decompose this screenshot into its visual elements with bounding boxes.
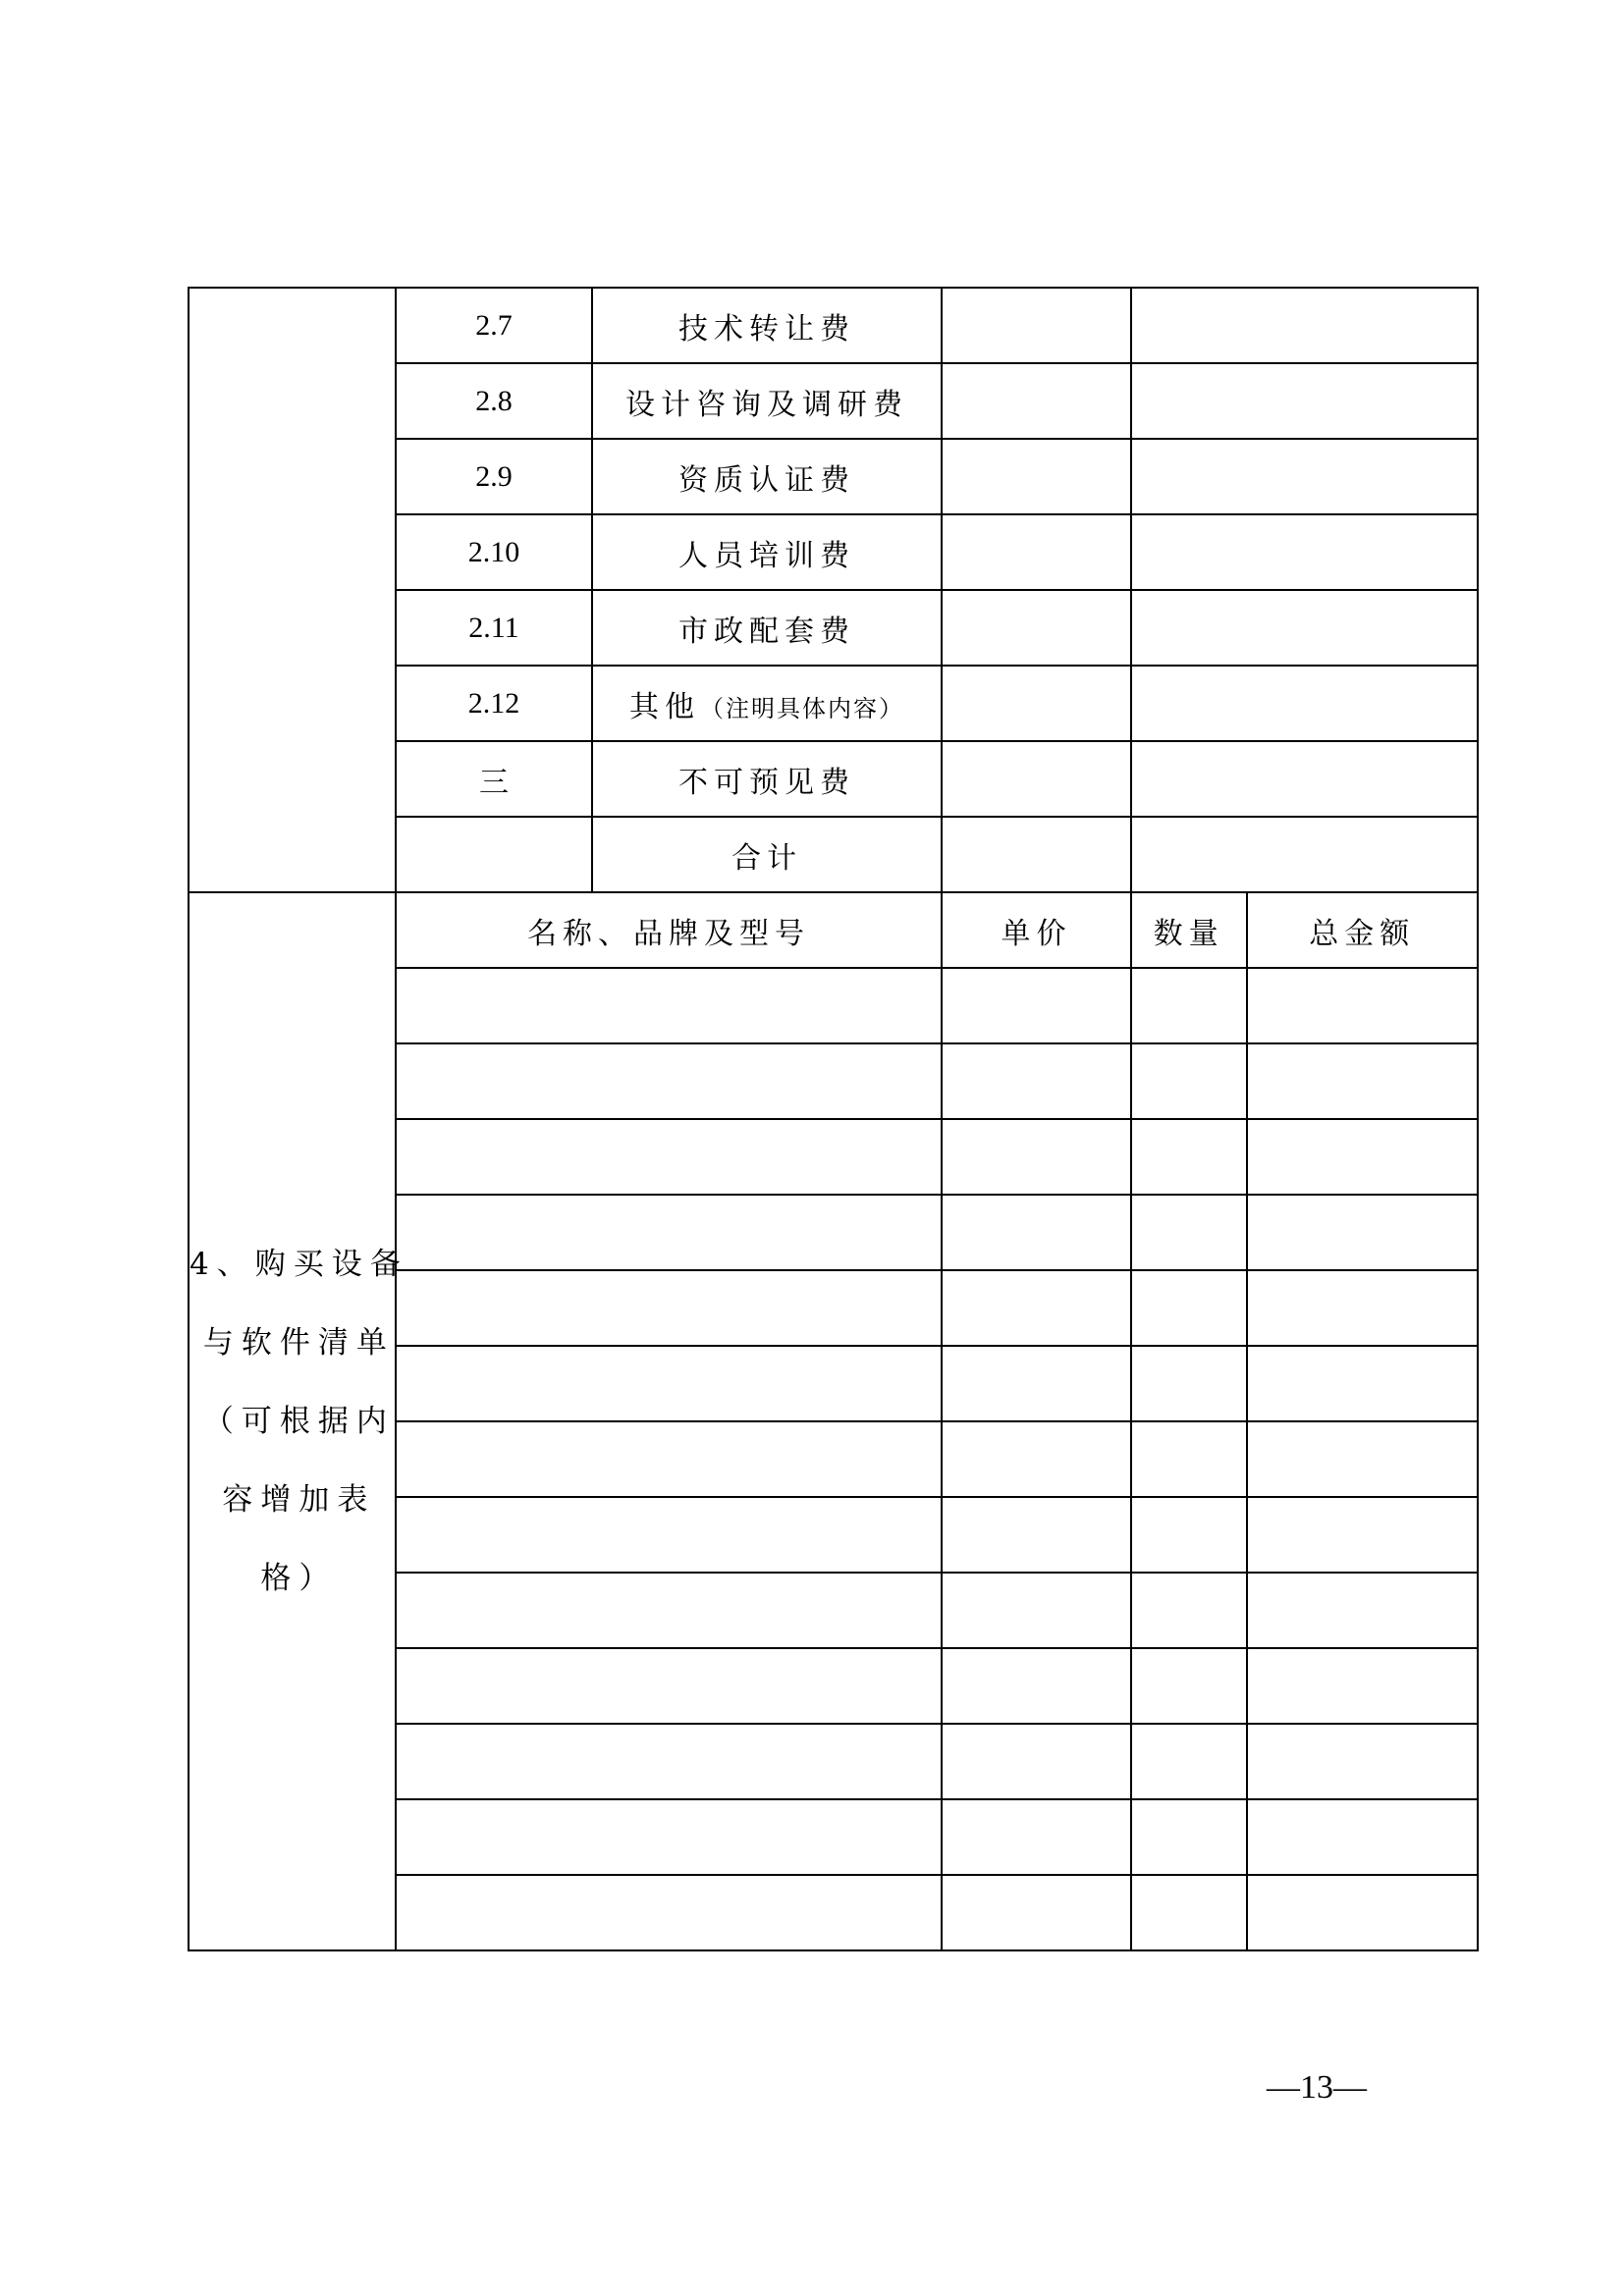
cost-code-cell: 2.12	[396, 666, 592, 741]
equipment-name-cell	[396, 1799, 942, 1875]
cost-name: 技术转让费	[678, 311, 855, 347]
cost-name: 合计	[731, 840, 802, 876]
cost-value-cell	[942, 363, 1131, 439]
cost-name-cell	[592, 363, 942, 439]
equipment-total-cell	[1247, 1573, 1478, 1648]
equipment-quantity-cell	[1131, 1875, 1247, 1950]
equipment-unit-price-cell	[942, 1119, 1131, 1195]
equipment-name-cell	[396, 1421, 942, 1497]
section-label-line: （可根据内	[202, 1404, 395, 1439]
cost-code-cell: 2.7	[396, 288, 592, 363]
section-label-line: 4、购买设备	[189, 1247, 408, 1282]
equipment-total-cell	[1247, 1421, 1478, 1497]
equipment-name-cell	[396, 1346, 942, 1421]
equipment-total-cell	[1247, 1119, 1478, 1195]
equipment-name-cell	[396, 1497, 942, 1573]
equipment-quantity-cell	[1131, 1497, 1247, 1573]
equipment-quantity-cell	[1131, 1043, 1247, 1119]
equipment-name-cell	[396, 1573, 942, 1648]
cost-name-cell	[592, 590, 942, 666]
cost-name: 不可预见费	[678, 765, 855, 800]
section-label-cell	[189, 288, 396, 892]
header-unit-price: 单价	[942, 892, 1131, 968]
equipment-total-cell	[1247, 1875, 1478, 1950]
cost-name-cell	[592, 439, 942, 514]
equipment-total-cell	[1247, 1648, 1478, 1724]
equipment-total-cell	[1247, 1799, 1478, 1875]
equipment-quantity-cell	[1131, 1799, 1247, 1875]
equipment-name-cell	[396, 1270, 942, 1346]
cost-code-cell	[396, 817, 592, 892]
equipment-name-cell	[396, 1195, 942, 1270]
cost-name: 其他	[629, 689, 700, 724]
equipment-quantity-cell	[1131, 1119, 1247, 1195]
cost-name-cell	[592, 741, 942, 817]
equipment-quantity-cell	[1131, 1270, 1247, 1346]
cost-value-cell	[942, 817, 1131, 892]
cost-value-cell	[942, 439, 1131, 514]
cost-code-cell: 2.10	[396, 514, 592, 590]
equipment-unit-price-cell	[942, 1875, 1131, 1950]
equipment-total-cell	[1247, 1497, 1478, 1573]
equipment-unit-price-cell	[942, 1421, 1131, 1497]
header-quantity: 数量	[1131, 892, 1247, 968]
header-total-amount: 总金额	[1247, 892, 1478, 968]
cost-name: 资质认证费	[678, 462, 855, 498]
equipment-name-cell	[396, 1875, 942, 1950]
cost-remark-cell	[1131, 817, 1478, 892]
cost-name-cell	[592, 514, 942, 590]
equipment-quantity-cell	[1131, 1724, 1247, 1799]
cost-remark-cell	[1131, 514, 1478, 590]
cost-value-cell	[942, 666, 1131, 741]
equipment-total-cell	[1247, 1195, 1478, 1270]
section-label-line: 容增加表	[222, 1482, 376, 1518]
cost-code-cell: 2.8	[396, 363, 592, 439]
equipment-name-cell	[396, 1648, 942, 1724]
equipment-quantity-cell	[1131, 968, 1247, 1043]
page-number: —13—	[1267, 2069, 1367, 2106]
equipment-total-cell	[1247, 1724, 1478, 1799]
cost-name-cell	[592, 666, 942, 741]
equipment-unit-price-cell	[942, 1195, 1131, 1270]
cost-name-cell	[592, 817, 942, 892]
equipment-quantity-cell	[1131, 1573, 1247, 1648]
cost-name: 设计咨询及调研费	[625, 387, 908, 422]
equipment-total-cell	[1247, 1346, 1478, 1421]
equipment-unit-price-cell	[942, 1043, 1131, 1119]
equipment-unit-price-cell	[942, 1346, 1131, 1421]
equipment-header-row	[189, 892, 1478, 968]
cost-name-cell	[592, 288, 942, 363]
equipment-unit-price-cell	[942, 968, 1131, 1043]
cost-remark-cell	[1131, 590, 1478, 666]
equipment-total-cell	[1247, 1270, 1478, 1346]
equipment-unit-price-cell	[942, 1497, 1131, 1573]
cost-code-cell: 2.9	[396, 439, 592, 514]
section-label-line: 格）	[260, 1561, 338, 1596]
cost-code-cell: 三	[396, 741, 592, 817]
cost-name: 人员培训费	[678, 538, 855, 573]
equipment-unit-price-cell	[942, 1270, 1131, 1346]
equipment-unit-price-cell	[942, 1799, 1131, 1875]
cost-value-cell	[942, 288, 1131, 363]
cost-remark-cell	[1131, 288, 1478, 363]
cost-name-note: （注明具体内容）	[700, 694, 904, 722]
section-label-line: 与软件清单	[202, 1325, 395, 1361]
equipment-quantity-cell	[1131, 1648, 1247, 1724]
equipment-unit-price-cell	[942, 1724, 1131, 1799]
cost-name: 市政配套费	[678, 614, 855, 649]
equipment-name-cell	[396, 1043, 942, 1119]
cost-remark-cell	[1131, 741, 1478, 817]
equipment-quantity-cell	[1131, 1346, 1247, 1421]
header-name-brand-model: 名称、品牌及型号	[396, 892, 942, 968]
equipment-unit-price-cell	[942, 1573, 1131, 1648]
cost-row	[189, 288, 1478, 363]
cost-value-cell	[942, 590, 1131, 666]
equipment-name-cell	[396, 1724, 942, 1799]
equipment-name-cell	[396, 968, 942, 1043]
cost-value-cell	[942, 514, 1131, 590]
budget-table	[188, 287, 1479, 1951]
cost-code-cell: 2.11	[396, 590, 592, 666]
equipment-unit-price-cell	[942, 1648, 1131, 1724]
equipment-total-cell	[1247, 1043, 1478, 1119]
equipment-section-label	[189, 892, 408, 1950]
cost-value-cell	[942, 741, 1131, 817]
equipment-total-cell	[1247, 968, 1478, 1043]
equipment-name-cell	[396, 1119, 942, 1195]
equipment-quantity-cell	[1131, 1421, 1247, 1497]
cost-remark-cell	[1131, 666, 1478, 741]
cost-remark-cell	[1131, 439, 1478, 514]
cost-remark-cell	[1131, 363, 1478, 439]
equipment-quantity-cell	[1131, 1195, 1247, 1270]
